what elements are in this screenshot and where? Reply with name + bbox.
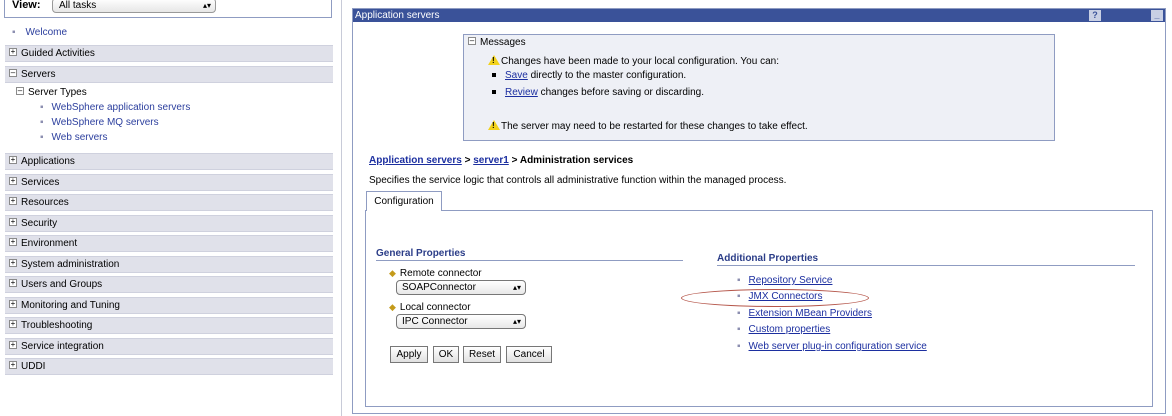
cancel-button[interactable]: Cancel [506, 346, 552, 363]
restart-text: The server may need to be restarted for these changes to take effect. [501, 121, 808, 132]
nav-label: Resources [21, 197, 69, 208]
expand-icon: + [10, 258, 16, 268]
expand-icon: + [10, 319, 16, 329]
expand-icon: + [10, 155, 16, 165]
nav-label: Guided Activities [21, 48, 95, 59]
nav-sub-label: Web servers [51, 132, 108, 143]
content-panel [352, 8, 1166, 414]
nav-label: Services [21, 177, 60, 188]
review-text: changes before saving or discarding. [537, 87, 705, 98]
nav-web-servers[interactable] [40, 132, 108, 143]
restart-message [488, 119, 808, 132]
nav-services[interactable] [5, 174, 333, 191]
bullet-icon: ▪ [40, 117, 44, 128]
nav-sub-label: WebSphere MQ servers [51, 117, 159, 128]
welcome-label: Welcome [25, 27, 68, 38]
breadcrumb-application-servers[interactable]: Application servers [369, 155, 462, 166]
minimize-icon[interactable]: _ [1151, 10, 1163, 21]
nav-troubleshooting[interactable] [5, 317, 333, 334]
apply-button[interactable]: Apply [390, 346, 428, 363]
page-description: Specifies the service logic that controls all administrative function within the managed process. [369, 175, 787, 186]
nav-label: Applications [21, 156, 75, 167]
expand-icon: + [10, 196, 16, 206]
nav-servers[interactable] [5, 66, 333, 83]
expand-icon: + [10, 299, 16, 309]
nav-security[interactable] [5, 215, 333, 232]
bullet-icon [492, 73, 496, 77]
link-label: Web server plug-in configuration service [748, 341, 927, 352]
bullet-icon: ▪ [737, 291, 741, 302]
link-label: Custom properties [748, 324, 831, 335]
remote-connector-select[interactable] [396, 280, 526, 295]
nav-service-integration[interactable] [5, 338, 333, 355]
nav-websphere-mq-servers[interactable] [40, 117, 159, 128]
breadcrumb-current: Administration services [519, 155, 634, 166]
breadcrumb-server1[interactable]: server1 [473, 155, 509, 166]
review-item [492, 87, 704, 98]
local-connector-select[interactable] [396, 314, 526, 329]
welcome-link[interactable] [12, 27, 67, 38]
view-bar [4, 0, 332, 18]
additional-properties-heading: Additional Properties [717, 253, 1135, 266]
panel-title-bar [353, 9, 1165, 22]
bullet-icon: ▪ [737, 341, 741, 352]
server-types-node[interactable] [16, 87, 87, 98]
general-properties-heading: General Properties [376, 248, 683, 261]
nav-users-and-groups[interactable] [5, 276, 333, 293]
nav-label: Troubleshooting [21, 320, 93, 331]
expand-icon: + [10, 47, 16, 57]
messages-title: Messages [480, 37, 526, 48]
messages-box [463, 34, 1055, 141]
server-types-label: Server Types [28, 87, 87, 98]
save-text: directly to the master configuration. [527, 70, 687, 81]
bullet-icon: ▪ [12, 27, 16, 38]
navigation-tree [0, 0, 342, 416]
nav-label: Servers [21, 69, 56, 80]
required-icon: ◆ [389, 268, 396, 278]
nav-resources[interactable] [5, 194, 333, 211]
breadcrumb-separator: > [508, 155, 520, 166]
bullet-icon: ▪ [737, 308, 741, 319]
expand-icon: + [10, 217, 16, 227]
link-custom-properties[interactable] [737, 324, 830, 335]
remote-connector-label [389, 268, 482, 279]
view-select-value: All tasks [59, 0, 97, 11]
breadcrumb-separator: > [461, 155, 474, 166]
local-connector-text: Local connector [399, 302, 471, 313]
remote-connector-value: SOAPConnector [402, 282, 476, 293]
messages-header[interactable] [468, 37, 526, 48]
link-extension-mbean-providers[interactable] [737, 308, 872, 319]
nav-label: Security [21, 218, 58, 229]
nav-label: UDDI [21, 361, 46, 372]
nav-sub-label: WebSphere application servers [51, 102, 191, 113]
remote-connector-text: Remote connector [399, 268, 482, 279]
expand-icon: + [10, 340, 16, 350]
required-icon: ◆ [389, 302, 396, 312]
tab-configuration[interactable]: Configuration [366, 191, 442, 211]
nav-label: Environment [21, 238, 78, 249]
local-connector-label [389, 302, 471, 313]
updown-arrow-icon: ▴▾ [512, 317, 521, 326]
expand-icon: + [10, 176, 16, 186]
changes-message [488, 54, 779, 67]
nav-label: Service integration [21, 341, 104, 352]
local-connector-value: IPC Connector [402, 316, 468, 327]
updown-arrow-icon: ▴▾ [512, 283, 521, 292]
highlight-ellipse [681, 289, 869, 307]
save-item [492, 70, 686, 81]
bullet-icon: ▪ [737, 275, 741, 286]
collapse-icon: – [469, 36, 475, 46]
updown-arrow-icon: ▴▾ [202, 1, 211, 10]
bullet-icon [492, 90, 496, 94]
bullet-icon: ▪ [40, 132, 44, 143]
link-label: Extension MBean Providers [748, 308, 872, 319]
panel-title: Application servers [355, 10, 440, 21]
link-label: JMX Connectors [748, 291, 823, 302]
reset-button[interactable]: Reset [463, 346, 501, 363]
bullet-icon: ▪ [40, 102, 44, 113]
breadcrumb [369, 155, 633, 166]
view-label: View: [12, 0, 41, 11]
save-link[interactable]: Save [505, 70, 528, 81]
link-repository-service[interactable] [737, 275, 832, 286]
nav-guided-activities[interactable] [5, 45, 333, 62]
expand-icon: + [10, 278, 16, 288]
nav-label: Monitoring and Tuning [21, 300, 120, 311]
link-label: Repository Service [748, 275, 833, 286]
review-link[interactable]: Review [505, 87, 538, 98]
nav-websphere-application-servers[interactable] [40, 102, 190, 113]
nav-label: Users and Groups [21, 279, 103, 290]
nav-monitoring-and-tuning[interactable] [5, 297, 333, 314]
help-icon[interactable]: ? [1089, 10, 1101, 21]
view-select[interactable] [52, 0, 216, 13]
warning-icon [488, 120, 500, 130]
collapse-icon: – [10, 68, 16, 78]
nav-applications[interactable] [5, 153, 333, 170]
collapse-icon: – [17, 86, 23, 96]
warning-icon [488, 55, 500, 65]
expand-icon: + [10, 237, 16, 247]
changes-text: Changes have been made to your local configuration. You can: [501, 56, 779, 67]
nav-environment[interactable] [5, 235, 333, 252]
expand-icon: + [10, 360, 16, 370]
bullet-icon: ▪ [737, 324, 741, 335]
nav-label: System administration [21, 259, 120, 270]
nav-uddi[interactable] [5, 358, 333, 375]
ok-button[interactable]: OK [433, 346, 459, 363]
nav-system-administration[interactable] [5, 256, 333, 273]
link-web-server-plugin-configuration-service[interactable] [737, 341, 927, 352]
